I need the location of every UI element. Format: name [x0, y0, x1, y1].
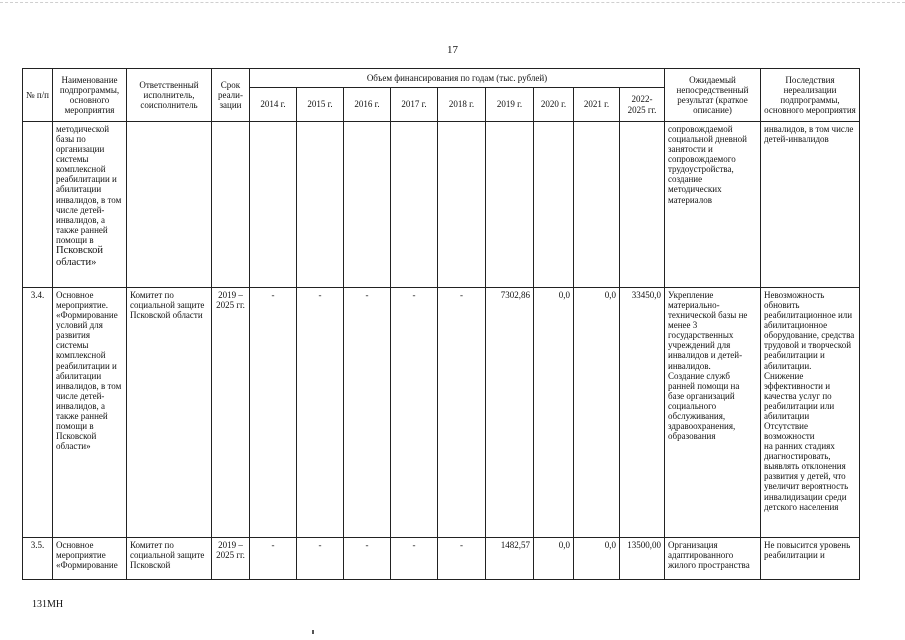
table-row — [23, 122, 860, 288]
row-num — [23, 122, 53, 288]
header-year: 2022-2025 гг. — [620, 88, 665, 122]
header-num: № п/п — [23, 69, 53, 122]
header-executor: Ответственный исполнитель, соисполнитель — [127, 69, 212, 122]
row-value: - — [297, 538, 344, 580]
row-value: - — [250, 288, 297, 538]
row-consequences — [761, 288, 860, 538]
header-term: Срок реали-зации — [212, 69, 250, 122]
row-result: Организация адаптированного жилого пространства — [665, 538, 761, 580]
row-value: 0,0 — [574, 538, 620, 580]
header-year: 2021 г. — [574, 88, 620, 122]
row-consequences-text: Невозможность обновить реабилитационное или абилитационное оборудование, средства трудовой и творческой реабилитации и абилитации. — [764, 290, 855, 371]
row-name-tail: Псковской области» — [56, 244, 104, 268]
row-value — [297, 122, 344, 288]
row-executor — [127, 122, 212, 288]
row-value: - — [438, 538, 486, 580]
table-row — [23, 538, 860, 580]
scan-mark — [312, 630, 314, 634]
row-value — [391, 122, 438, 288]
row-consequences-text: Отсутствие возможности — [764, 421, 815, 442]
row-value: - — [344, 538, 391, 580]
row-consequences-text: на ранних стадиях диагностировать, выявлять отклонения развития у детей, что увеличит вероятность инвалидизации среди детского населения — [764, 441, 849, 512]
row-term — [212, 122, 250, 288]
row-consequences: инвалидов, в том числе детей-инвалидов — [761, 122, 860, 288]
document-code: 131МН — [32, 599, 64, 610]
row-value: 33450,0 — [620, 288, 665, 538]
row-value — [620, 122, 665, 288]
row-value — [574, 122, 620, 288]
row-name-text: методической базы по организации системы комплексной реабилитации и абилитации инвалидов, в том числе детей-инвалидов, а также ранней помощи в — [56, 124, 122, 245]
row-consequences: Не повысится уровень реабилитации и — [761, 538, 860, 580]
page-number: 17 — [447, 44, 458, 56]
row-num: 3.5. — [23, 538, 53, 580]
row-name: Основное мероприятие. «Формирование условий для развития системы комплексной реабилитации и абилитации инвалидов, в том числе детей-инвалидов, а также ранней помощи в Псковской области» — [53, 288, 127, 538]
row-value: - — [297, 288, 344, 538]
row-executor: Комитет по социальной защите Псковской области — [127, 288, 212, 538]
header-year: 2014 г. — [250, 88, 297, 122]
row-consequences-text: Снижение эффективности и качества услуг по реабилитации или абилитации — [764, 370, 835, 421]
row-value: - — [391, 288, 438, 538]
row-value: - — [250, 538, 297, 580]
row-executor: Комитет по социальной защите Псковской — [127, 538, 212, 580]
header-year: 2018 г. — [438, 88, 486, 122]
row-result — [665, 288, 761, 538]
row-num: 3.4. — [23, 288, 53, 538]
top-dashed-rule — [0, 2, 905, 3]
header-consequences: Последствия нереализации подпрограммы, основного мероприятия — [761, 69, 860, 122]
row-term: 2019 – 2025 гг. — [212, 288, 250, 538]
row-value: - — [438, 288, 486, 538]
header-result: Ожидаемый непосредственный результат (краткое описание) — [665, 69, 761, 122]
row-result-text: Создание служб ранней помощи на базе организаций социального обслуживания, здравоохранения, образования — [668, 370, 740, 442]
row-value: 0,0 — [534, 538, 574, 580]
row-value: 13500,00 — [620, 538, 665, 580]
header-year: 2019 г. — [486, 88, 534, 122]
row-value: 7302,86 — [486, 288, 534, 538]
header-funding: Объем финансирования по годам (тыс. рублей) — [250, 69, 665, 88]
header-year: 2016 г. — [344, 88, 391, 122]
row-value — [438, 122, 486, 288]
row-value: 0,0 — [574, 288, 620, 538]
header-name: Наименование подпрограммы, основного мероприятия — [53, 69, 127, 122]
row-name — [53, 122, 127, 288]
row-result-text: Укрепление материально-технической базы не менее 3 государственных учреждений для инвалидов и детей-инвалидов. — [668, 290, 748, 371]
row-value: - — [344, 288, 391, 538]
table-row — [23, 288, 860, 538]
row-value: 1482,57 — [486, 538, 534, 580]
row-value — [486, 122, 534, 288]
header-year: 2017 г. — [391, 88, 438, 122]
row-term: 2019 – 2025 гг. — [212, 538, 250, 580]
row-value — [250, 122, 297, 288]
row-value — [534, 122, 574, 288]
header-row — [23, 69, 860, 88]
row-result: сопровождаемой социальной дневной занятости и сопровождаемого трудоустройства, создание методических материалов — [665, 122, 761, 288]
row-name: Основное мероприятие «Формирование — [53, 538, 127, 580]
row-value: - — [391, 538, 438, 580]
row-value: 0,0 — [534, 288, 574, 538]
header-year: 2015 г. — [297, 88, 344, 122]
header-year: 2020 г. — [534, 88, 574, 122]
funding-table — [22, 68, 860, 580]
row-value — [344, 122, 391, 288]
